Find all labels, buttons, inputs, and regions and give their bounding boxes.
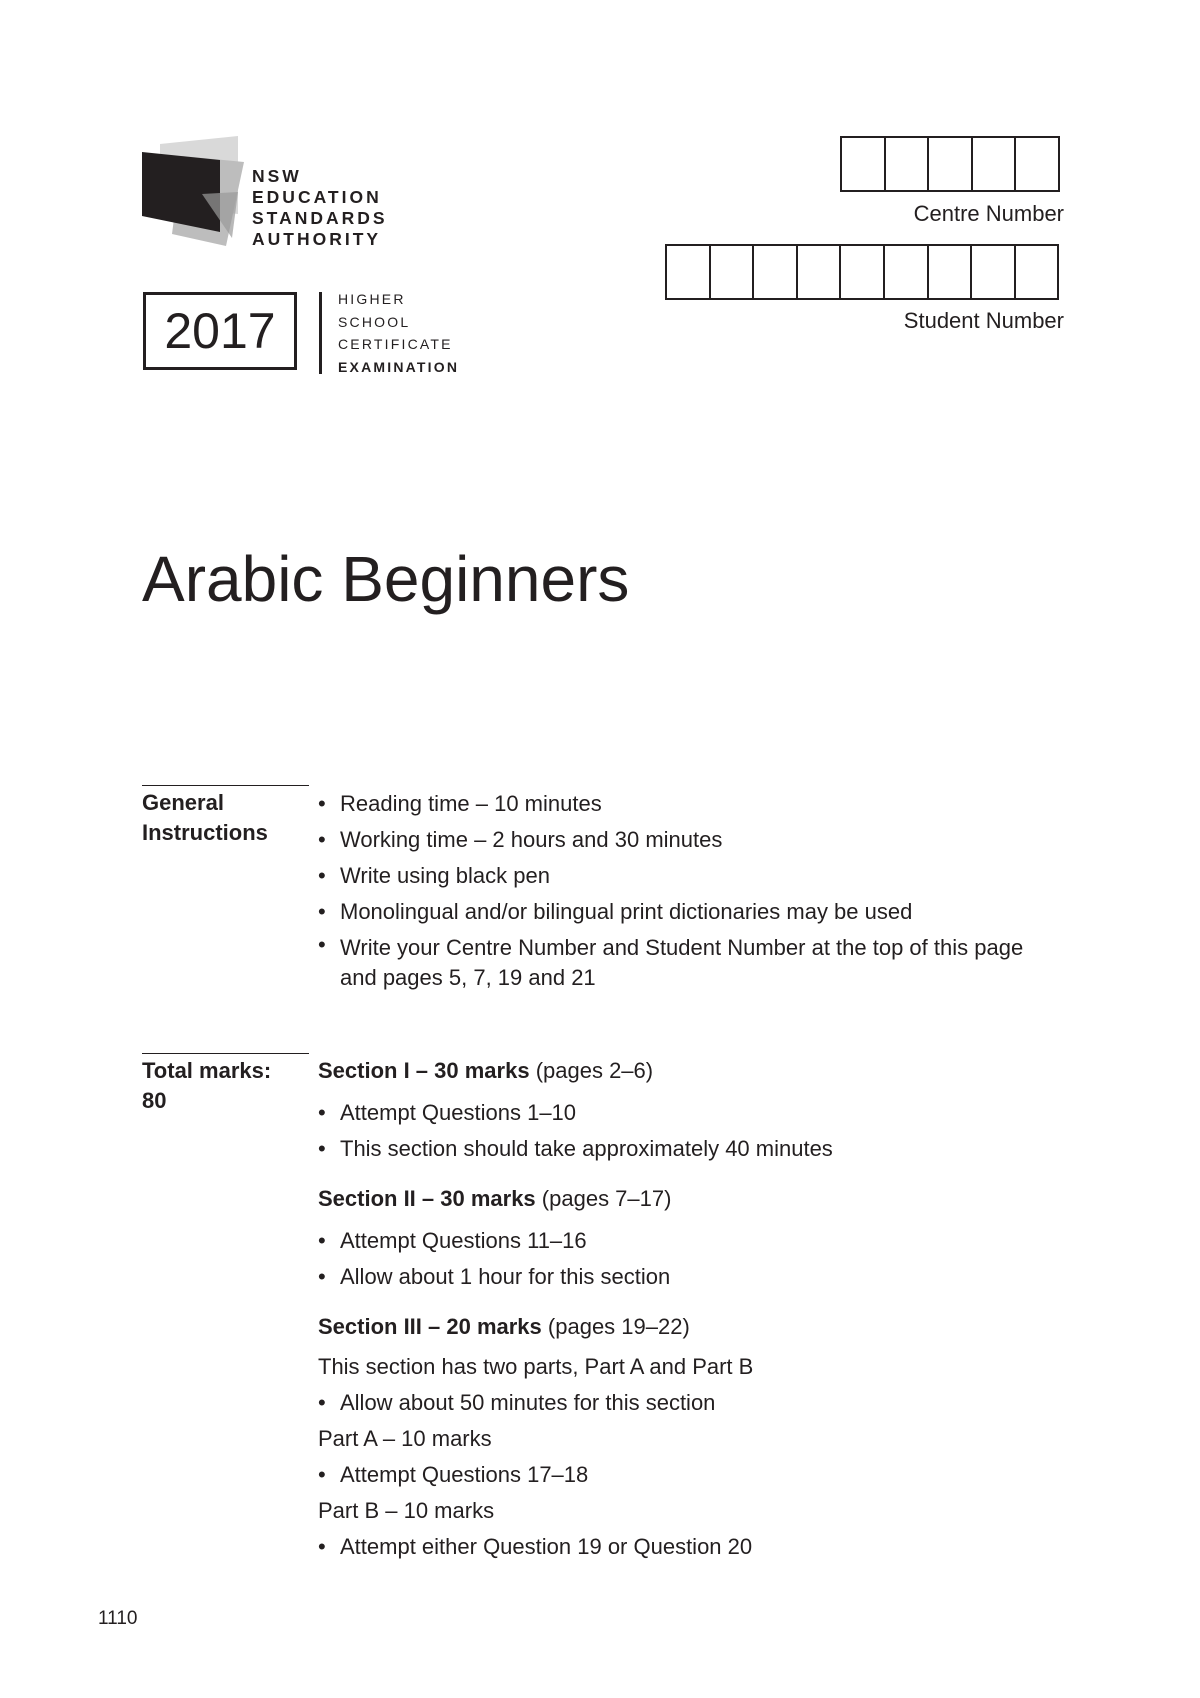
centre-number-cell[interactable] [842,138,886,190]
section-pages: (pages 2–6) [535,1058,654,1083]
list-item: • Attempt Questions 1–10 [318,1095,1048,1131]
centre-number-cell[interactable] [929,138,973,190]
divider [142,785,309,786]
general-instructions-list [318,786,1048,993]
section-pages: (pages 7–17) [541,1186,672,1211]
total-marks-value: 80 [142,1088,167,1113]
list-item: • Write your Centre Number and Student Number at the top of this page and pages 5, 7, 19 and 21 [318,930,1040,993]
student-number-label: Student Number [903,308,1064,333]
section-pages: (pages 19–22) [547,1314,690,1339]
section-intro: This section has two parts, Part A and Part B [318,1354,754,1379]
sections-list [318,1053,1048,1565]
section-title: Section I – 30 marks [318,1058,530,1083]
student-number-cell[interactable] [667,246,711,298]
student-number-cell[interactable] [841,246,885,298]
total-marks-label: Total marks: [142,1058,272,1083]
nesa-logo-icon [142,134,244,246]
student-number-grid[interactable] [665,244,1059,300]
list-item: • Attempt either Question 19 or Question 20 [318,1529,1048,1565]
total-marks-heading [142,1056,271,1116]
student-number-cell[interactable] [711,246,755,298]
section-title: Section III – 20 marks [318,1314,542,1339]
document-code: 1110 [98,1608,138,1629]
org-line: STANDARDS [252,208,388,228]
list-item: • Write using black pen [318,858,1048,894]
student-number-cell[interactable] [929,246,973,298]
org-line: NSW [252,166,302,186]
org-line: AUTHORITY [252,229,382,249]
exam-line: EXAMINATION [338,358,460,375]
student-number-cell[interactable] [798,246,842,298]
list-item: • Attempt Questions 11–16 [318,1223,1048,1259]
centre-number-label: Centre Number [913,201,1064,226]
centre-number-cell[interactable] [973,138,1017,190]
student-number-cell[interactable] [1016,246,1060,298]
divider [319,292,322,374]
section-heading [318,1309,1048,1345]
centre-number-grid[interactable] [840,136,1060,192]
exam-line: HIGHER [338,291,406,307]
list-item: • Allow about 50 minutes for this section [318,1385,1048,1421]
section-title: Section II – 30 marks [318,1186,536,1211]
org-line: EDUCATION [252,187,382,207]
student-number-cell[interactable] [885,246,929,298]
divider [142,1053,309,1054]
part-heading: Part B – 10 marks [318,1498,495,1523]
list-item: • Reading time – 10 minutes [318,786,1048,822]
part-heading: Part A – 10 marks [318,1426,492,1451]
exam-year: 2017 [143,292,297,370]
list-item: • This section should take approximately 40 minutes [318,1131,1048,1167]
section-heading [318,1053,1048,1089]
centre-number-cell[interactable] [1016,138,1060,190]
exam-line: SCHOOL [338,313,411,330]
list-item: • Attempt Questions 17–18 [318,1457,1048,1493]
student-number-cell[interactable] [972,246,1016,298]
list-item: • Allow about 1 hour for this section [318,1259,1048,1295]
section-heading [318,1181,1048,1217]
general-instructions-heading: General Instructions [142,790,268,845]
exam-line: CERTIFICATE [338,336,453,352]
page-title: Arabic Beginners [142,543,630,615]
student-number-cell[interactable] [754,246,798,298]
list-item: • Monolingual and/or bilingual print dictionaries may be used [318,894,1048,930]
centre-number-cell[interactable] [886,138,930,190]
list-item: • Working time – 2 hours and 30 minutes [318,822,1048,858]
organisation-name [252,166,388,250]
exam-name [338,288,459,378]
